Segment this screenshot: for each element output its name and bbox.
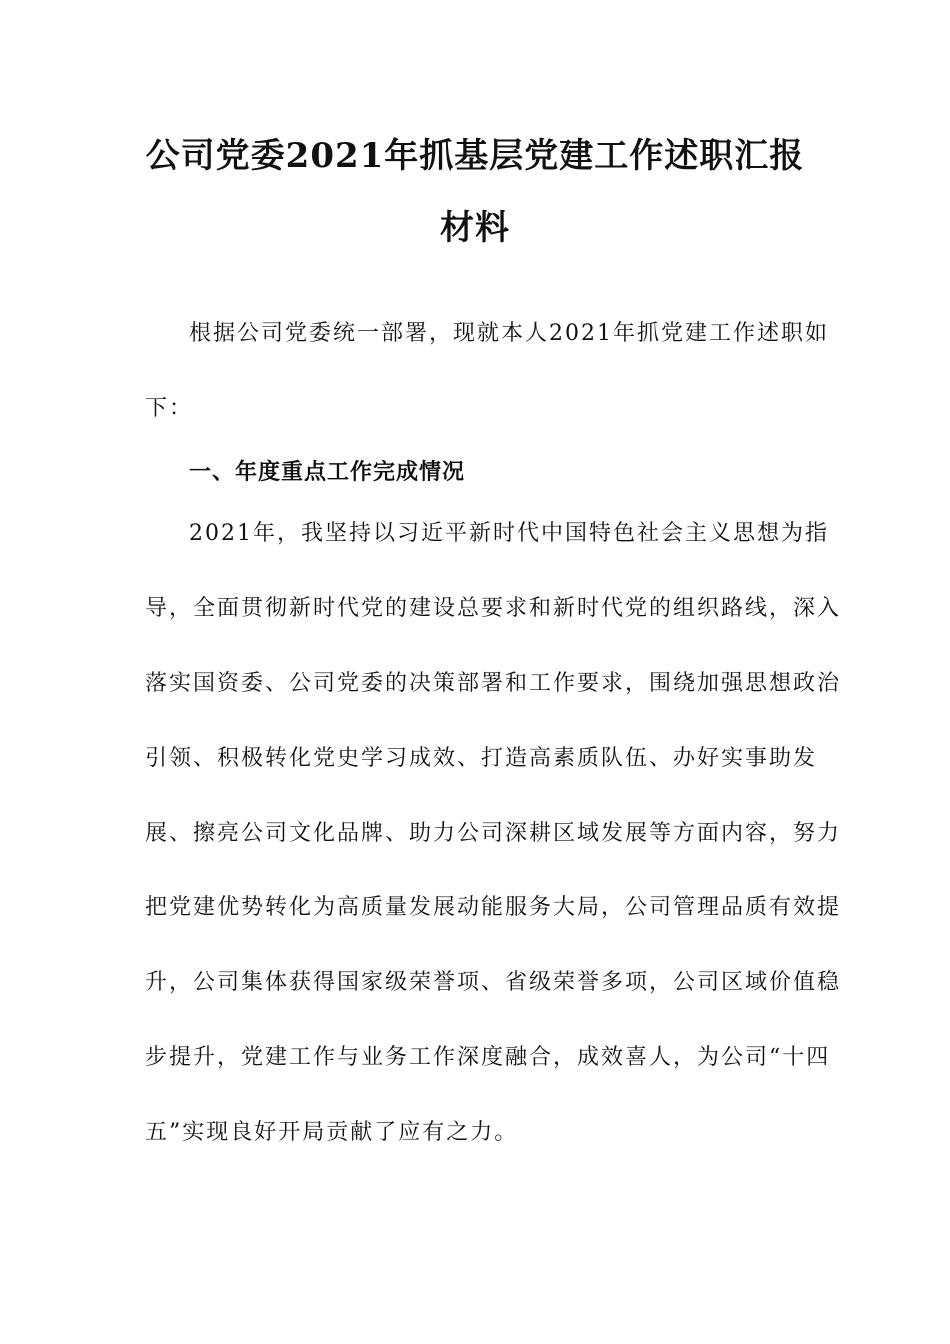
body-paragraph-line: 展、擦亮公司文化品牌、助力公司深耕区域发展等方面内容，努力: [145, 821, 842, 846]
document-title-line-1: 公司党委2021年抓基层党建工作述职汇报: [145, 136, 805, 176]
body-paragraph-line: 2021年，我坚持以习近平新时代中国特色社会主义思想为指: [189, 521, 829, 546]
intro-paragraph-line-2: 下：: [145, 396, 194, 421]
body-paragraph-line: 落实国资委、公司党委的决策部署和工作要求，围绕加强思想政治: [145, 671, 842, 696]
body-paragraph-line: 引领、积极转化党史学习成效、打造高素质队伍、办好实事助发: [145, 746, 818, 771]
body-paragraph-line: 升，公司集体获得国家级荣誉项、省级荣誉多项，公司区域价值稳: [145, 970, 842, 995]
body-paragraph-line: 导，全面贯彻新时代党的建设总要求和新时代党的组织路线，深入: [145, 596, 842, 621]
intro-paragraph-line-1: 根据公司党委统一部署，现就本人2021年抓党建工作述职如: [189, 321, 829, 346]
body-paragraph-line: 步提升，党建工作与业务工作深度融合，成效喜人，为公司“十四: [145, 1045, 831, 1070]
body-paragraph-line: 五”实现良好开局贡献了应有之力。: [145, 1120, 519, 1145]
section-heading-1: 一、年度重点工作完成情况: [189, 459, 466, 485]
document-title-line-2: 材料: [440, 208, 510, 248]
body-paragraph-line: 把党建优势转化为高质量发展动能服务大局，公司管理品质有效提: [145, 895, 842, 920]
